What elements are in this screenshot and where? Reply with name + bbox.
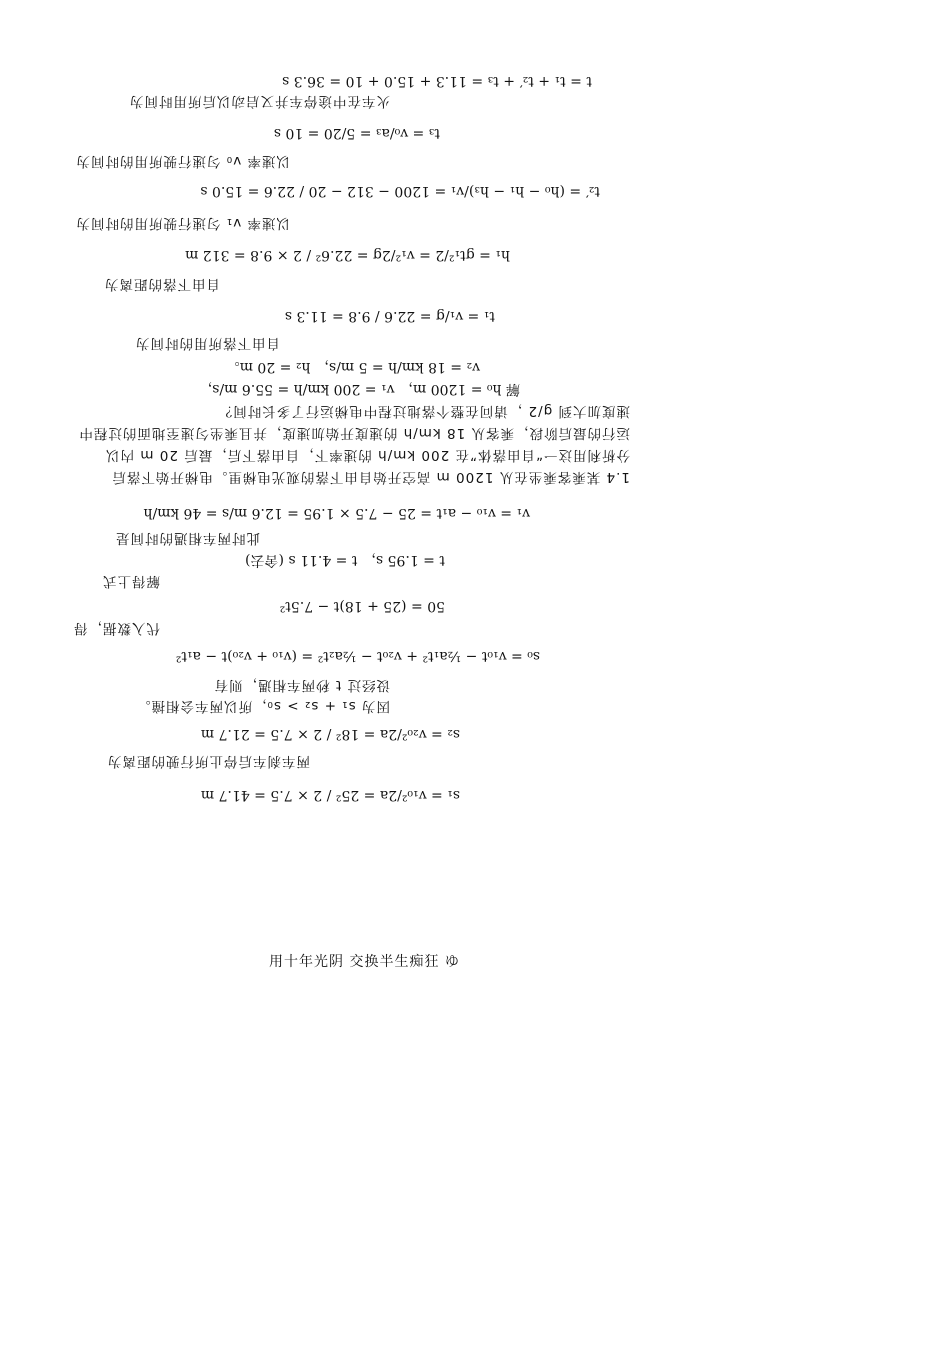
- equation-quadratic: 50 = (25 + 18)t − 7.5t²: [279, 598, 445, 614]
- equation-s0: s₀ = v₁₀t − ½a₁t² + v₂₀t − ½a₂t² = (v₁₀ + v₂₀)t − a₁t²: [175, 648, 540, 664]
- solution-given: 解 h₀ = 1200 m， v₁ = 200 km/h = 55.6 m/s，: [198, 381, 520, 397]
- problem-line: 速度加大到 g/2 ，请问在整个落地过程中电梯运行了多长时间？: [217, 403, 630, 419]
- footer-caption: 用十年光阴 交换半生痴狂 ゆ: [269, 954, 460, 970]
- paragraph-line: 自由下落的距离为: [104, 276, 220, 292]
- paragraph-line: 自由下落所用的时间为: [135, 335, 280, 351]
- paragraph-line: 因为 s₁ + s₂ > s₀，所以两车会相撞。: [136, 698, 390, 714]
- paragraph-line: 解得上式: [102, 573, 160, 589]
- equation-t1: t₁ = v₁/g = 22.6 / 9.8 = 11.3 s: [284, 308, 495, 324]
- equation-s2: s₂ = v₂₀²/2a = 18² / 2 × 7.5 = 21.7 m: [200, 726, 460, 742]
- equation-v1: v₁ = v₁₀ − a₁t = 25 − 7.5 × 1.95 = 12.6 m/s = 46 km/h: [143, 505, 530, 521]
- paragraph-line: 火车在中途停车并又启动以后所用时间为: [129, 93, 390, 109]
- equation-s1: s₁ = v₁₀²/2a = 25² / 2 × 7.5 = 41.7 m: [200, 787, 460, 803]
- problem-line: 分析利用这一“自由落体”在 200 km/h 的速率下，自由落下后，最后 20 m 内以: [105, 447, 630, 463]
- paragraph-line: 以速率 v₀ 匀速行驶所用的时间为: [75, 153, 290, 169]
- equation-t3: t₃ = v₀/a₃ = 5/20 = 10 s: [273, 125, 440, 141]
- given-values: v₂ = 18 km/h = 5 m/s， h₂ = 20 m。: [225, 359, 480, 375]
- equation-roots: t = 1.95 s， t = 4.11 s (舍去): [245, 552, 445, 568]
- paragraph-line: 以速率 v₁ 匀速行驶所用的时间为: [75, 215, 290, 231]
- equation-h1: h₁ = gt₁²/2 = v₁²/2g = 22.6² / 2 × 9.8 = 312 m: [185, 247, 510, 263]
- problem-heading: 1.4 某乘客乘坐在从 1200 m 高空开始自由下落的观光电梯里。电梯开始下落后: [111, 469, 630, 485]
- paragraph-line: 两车刹车后停止所行驶的距离为: [107, 753, 310, 769]
- paragraph-line: 设经过 t 秒两车相遇，则有: [213, 677, 390, 693]
- total-time-equation: t = t₁ + t₂′ + t₃ = 11.3 + 15.0 + 10 = 36.3 s: [282, 73, 592, 89]
- paragraph-line: 代入数据，得: [73, 620, 160, 636]
- paragraph-line: 此时两车相遇的时间是: [115, 530, 260, 546]
- equation-t2: t₂′ = (h₀ − h₁ − h₃)/v₁ = 1200 − 312 − 20 / 22.6 = 15.0 s: [200, 183, 600, 199]
- problem-line: 运行的最后阶段，乘客从 18 km/h 的速度开始加速度，并且乘坐匀速至地面的过程中: [78, 425, 630, 441]
